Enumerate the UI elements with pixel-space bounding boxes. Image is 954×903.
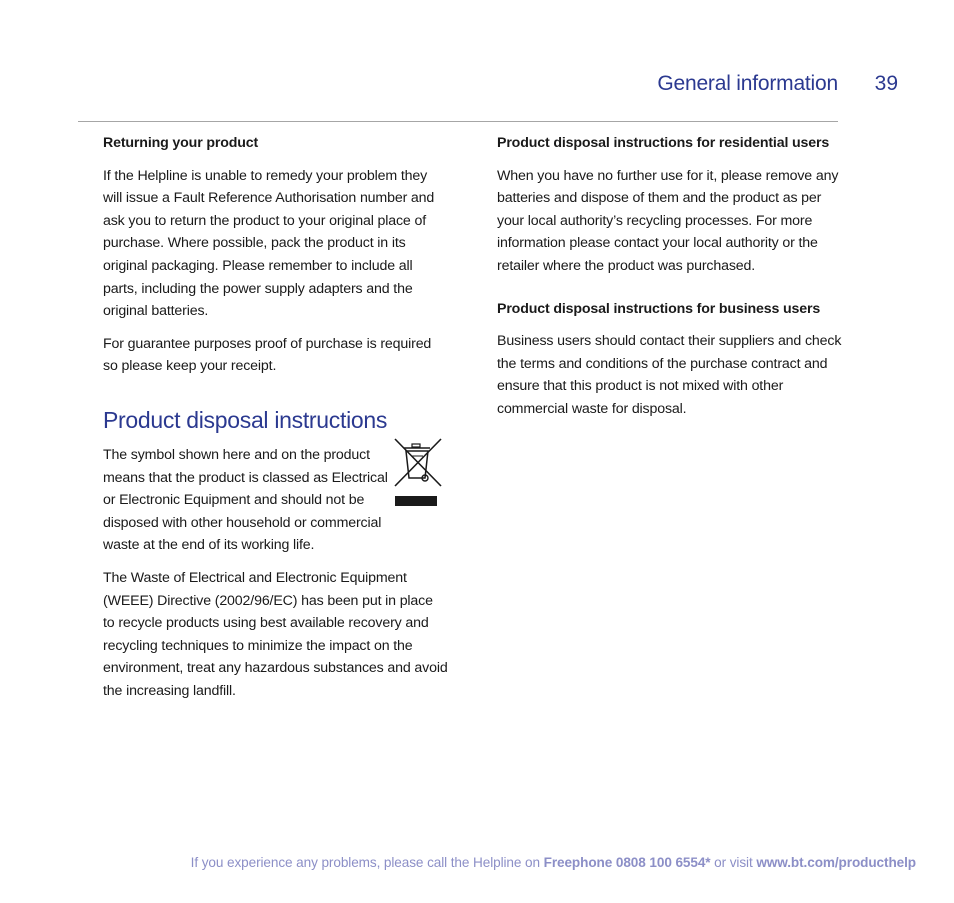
disposal-paragraph-1: The symbol shown here and on the product means that the product is classed as Electrical or Electronic Equipment and should not be disposed with other household or commercial waste at the end of its working life. — [103, 446, 388, 554]
crossed-out-wheelie-bin-icon — [390, 434, 444, 508]
footer-text-before: If you experience any problems, please call the Helpline on — [190, 855, 544, 870]
residential-paragraph: When you have no further use for it, please remove any batteries and dispose of them and the product as per your local authority’s recycling processes. For more information please contact your local authority or the retailer where the product was purchased. — [497, 167, 839, 274]
right-column — [497, 132, 842, 431]
business-heading: Product disposal instructions for business users — [497, 300, 821, 317]
footer-helpline — [0, 855, 916, 870]
section-title: General information — [657, 72, 838, 95]
residential-heading: Product disposal instructions for residential users — [497, 135, 830, 151]
disposal-paragraph-2: The Waste of Electrical and Electronic Equipment (WEEE) Directive (2002/96/EC) has been put in place to recycle products using best available recovery and recycling techniques to minimize the impact on the environment, treat any hazardous substances and avoid the increasing landfill. — [103, 569, 448, 699]
left-column — [103, 132, 448, 712]
footer-text-middle: or visit — [710, 855, 757, 870]
header-divider — [78, 121, 838, 122]
disposal-block — [103, 444, 448, 557]
disposal-title: Product disposal instructions — [103, 406, 388, 433]
page-number: 39 — [874, 72, 898, 95]
returning-heading: Returning your product — [103, 135, 259, 151]
returning-paragraph-2: For guarantee purposes proof of purchase is required so please keep your receipt. — [103, 335, 432, 375]
footer-url-link[interactable]: www.bt.com/producthelp — [756, 855, 916, 870]
footer-freephone: Freephone 0808 100 6554* — [543, 855, 711, 870]
returning-paragraph-1: If the Helpline is unable to remedy your problem they will issue a Fault Reference Authorisation number and ask you to return the product to your original place of purchase. Where possible, pack the product in its original packaging. Please remember to include all parts, including the power supply adapters and the original batteries. — [103, 167, 435, 320]
business-paragraph: Business users should contact their suppliers and check the terms and conditions of the purchase contract and ensure that this product is not mixed with other commercial waste for disposal. — [497, 333, 842, 417]
